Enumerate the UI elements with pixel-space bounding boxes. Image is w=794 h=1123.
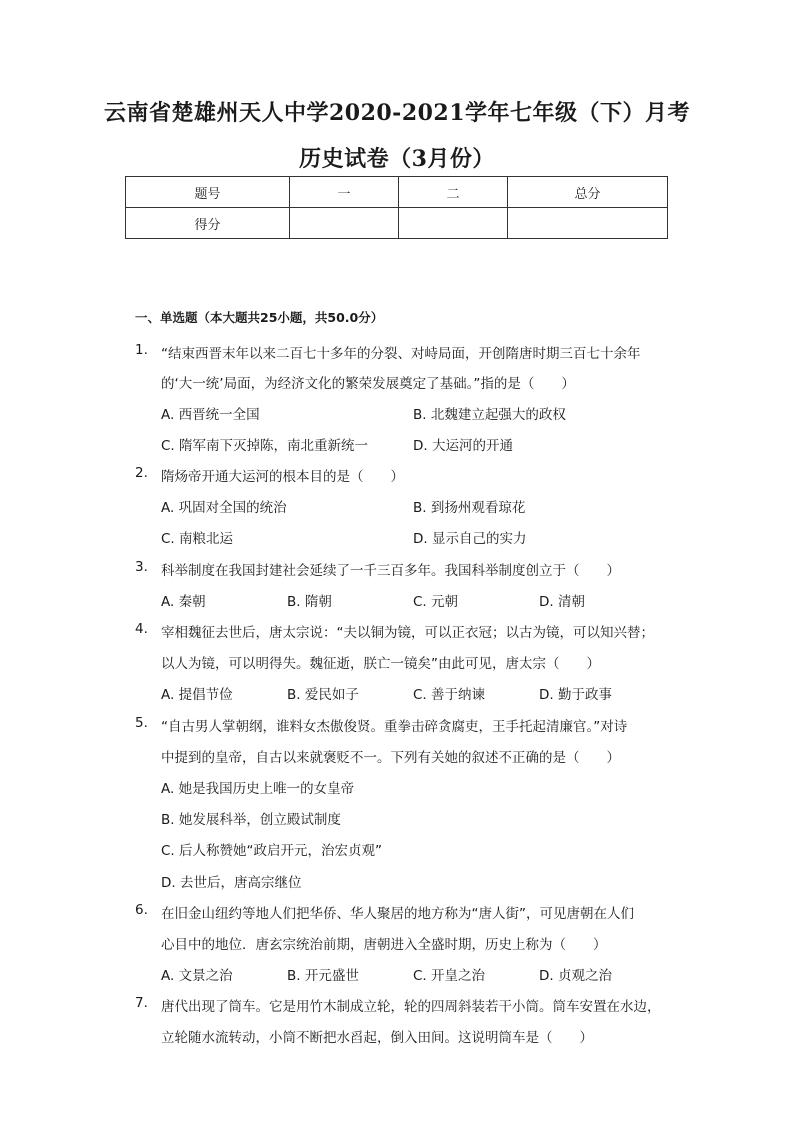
option-d: D. 显示自己的实力 <box>413 531 527 547</box>
question-text: 唐代出现了筒车。它是用竹木制成立轮，轮的四周斜装若干小筒。筒车安置在水边， <box>161 999 661 1015</box>
page-subtitle: 历史试卷（3月份） <box>299 146 495 172</box>
question-number: 4. <box>135 621 148 637</box>
score-cell: 二 <box>399 177 508 208</box>
option-a: A. 她是我国历史上唯一的女皇帝 <box>161 781 355 797</box>
question-number: 5. <box>135 715 148 731</box>
question-text: 在旧金山纽约等地人们把华侨、华人聚居的地方称为“唐人街”，可见唐朝在人们 <box>161 906 634 922</box>
score-table-row <box>126 208 668 239</box>
score-cell <box>508 208 668 239</box>
option-c: C. 南粮北运 <box>161 531 234 547</box>
question-text: 心目中的地位．唐玄宗统治前期，唐朝进入全盛时期，历史上称为（ ） <box>161 937 607 953</box>
score-cell: 总分 <box>508 177 668 208</box>
question-text: 以人为镜，可以明得失。魏征逝，朕亡一镜矣”由此可见，唐太宗（ ） <box>161 656 600 672</box>
score-cell <box>290 208 399 239</box>
option-a: A. 提倡节俭 <box>161 687 233 703</box>
option-c: C. 开皇之治 <box>413 968 486 984</box>
question-number: 3. <box>135 559 148 575</box>
option-c: C. 善于纳谏 <box>413 687 486 703</box>
option-b: B. 她发展科举，创立殿试制度 <box>161 812 341 828</box>
score-table-header-row <box>126 177 668 208</box>
page-title: 云南省楚雄州天人中学2020-2021学年七年级（下）月考 <box>103 100 691 126</box>
option-d: D. 清朝 <box>539 594 585 610</box>
option-a: A. 西晋统一全国 <box>161 407 260 423</box>
question-number: 7. <box>135 995 148 1011</box>
option-b: B. 北魏建立起强大的政权 <box>413 407 566 423</box>
question-text: 中提到的皇帝，自古以来就褒贬不一。下列有关她的叙述不正确的是（ ） <box>161 750 620 766</box>
option-d: D. 去世后，唐高宗继位 <box>161 875 302 891</box>
option-c: C. 隋军南下灭掉陈，南北重新统一 <box>161 438 369 454</box>
question-text: 宰相魏征去世后，唐太宗说：“夫以铜为镜，可以正衣冠；以古为镜，可以知兴替； <box>161 625 654 641</box>
option-a: A. 巩固对全国的统治 <box>161 500 287 516</box>
option-c: C. 元朝 <box>413 594 459 610</box>
question-number: 6. <box>135 902 148 918</box>
question-text: 科举制度在我国封建社会延续了一千三百多年。我国科举制度创立于（ ） <box>161 563 620 579</box>
question-text: “结束西晋末年以来二百七十多年的分裂、对峙局面，开创隋唐时期三百七十余年 <box>161 346 641 362</box>
option-a: A. 文景之治 <box>161 968 233 984</box>
section-heading: 一、单选题（本大题共25小题，共50.0分） <box>135 310 384 325</box>
option-b: B. 爱民如子 <box>287 687 359 703</box>
score-table <box>125 176 668 239</box>
question-text: 隋炀帝开通大运河的根本目的是（ ） <box>161 469 404 485</box>
question-text: 立轮随水流转动，小筒不断把水舀起，倒入田间。这说明筒车是（ ） <box>161 1030 593 1046</box>
option-d: D. 勤于政事 <box>539 687 612 703</box>
option-b: B. 开元盛世 <box>287 968 359 984</box>
score-cell: 题号 <box>126 177 290 208</box>
score-cell: 得分 <box>126 208 290 239</box>
option-d: D. 贞观之治 <box>539 968 612 984</box>
option-b: B. 到扬州观看琼花 <box>413 500 526 516</box>
score-cell: 一 <box>290 177 399 208</box>
question-number: 1. <box>135 342 148 358</box>
option-b: B. 隋朝 <box>287 594 332 610</box>
score-cell <box>399 208 508 239</box>
option-d: D. 大运河的开通 <box>413 438 513 454</box>
option-c: C. 后人称赞她“政启开元，治宏贞观” <box>161 843 382 859</box>
option-a: A. 秦朝 <box>161 594 206 610</box>
question-number: 2. <box>135 465 148 481</box>
question-text: 的‘大一统’局面，为经济文化的繁荣发展奠定了基础。”指的是（ ） <box>161 376 575 392</box>
question-text: “自古男人掌朝纲，谁料女杰傲俊贤。重拳击碎贪腐吏，王手托起清廉官。”对诗 <box>161 719 628 735</box>
